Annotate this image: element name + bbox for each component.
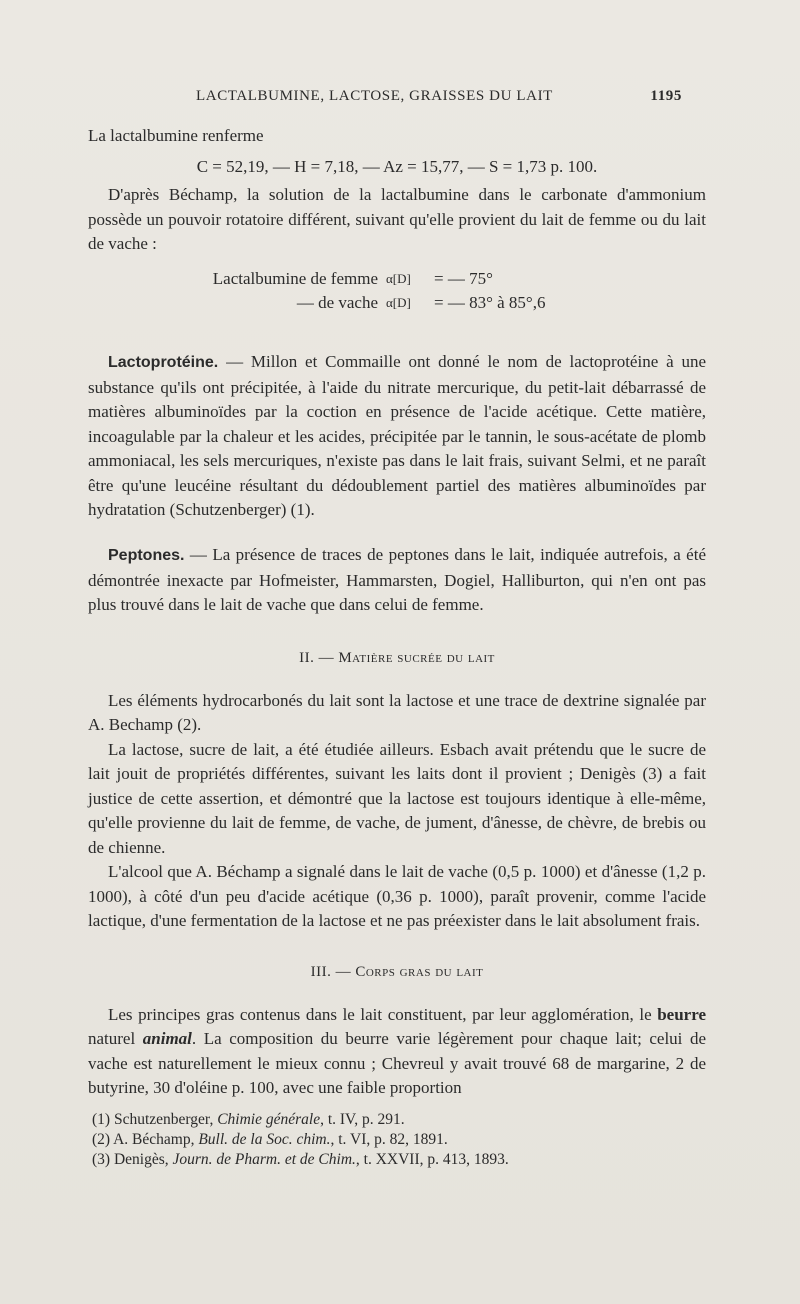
rotation-label: — de vache xyxy=(296,293,378,312)
footnote-ref: , t. VI, p. 82, 1891. xyxy=(330,1131,448,1148)
footnote-source: Chimie générale xyxy=(217,1111,321,1128)
section-2 xyxy=(88,646,706,934)
rotation-table xyxy=(198,267,618,316)
lactoproteine-text: — Millon et Commaille ont donné le nom de lactoprotéine à une substance qu'ils ont précipitée, à l'aide du nitrate mercurique, du petit-lait débarrassé de matières albuminoïdes par la coction en présence de l'acide acétique. Cette matière, incoagulable par la chaleur et les acides, précipitée par le tannin, le sous-acétate de plomb ammoniacal, les sels mercuriques, n'existe pas dans le lait frais, suivant Selmi, et ne paraît être qu'une leucéine résultant du dédoublement partiel des matières albuminoïdes par hydratation (Schutzenberger) (1). xyxy=(88,352,706,519)
lactoproteine-paragraph xyxy=(88,350,706,523)
rotation-value: = — 75° xyxy=(434,268,493,288)
lactalbumine-intro: La lactalbumine renferme xyxy=(88,126,264,145)
rotation-symbol: α[D] xyxy=(386,295,411,310)
footnote-author: (3) Denigès, xyxy=(92,1151,173,1168)
footnote-1 xyxy=(92,1110,712,1130)
footnote-ref: , t. IV, p. 291. xyxy=(320,1111,405,1128)
peptones-paragraph xyxy=(88,543,706,618)
footnote-source: Journ. de Pharm. et de Chim. xyxy=(172,1151,356,1168)
beurre-term: beurre xyxy=(657,1004,706,1024)
lactoproteine-block xyxy=(88,350,706,523)
section-3-text-a: Les principes gras contenus dans le lait constituent, par leur agglomération, le xyxy=(108,1004,658,1024)
footnote-author: (1) Schutzenberger, xyxy=(92,1111,218,1128)
section-3-title: III. — Corps gras du lait xyxy=(310,964,484,980)
footnote-source: Bull. de la Soc. chim. xyxy=(198,1131,331,1148)
peptones-text: — La présence de traces de peptones dans le lait, indiquée autrefois, a été démontrée inexacte par Hofmeister, Hammarsten, Dogiel, Halliburton, qui n'en ont pas plus trouvé dans le lait de vache que dans celui de femme. xyxy=(88,545,706,614)
section-3-text-c: . La composition du beurre varie légèrement pour chaque lait; celui de vache est naturellement le mieux connu ; Chevreul y avait trouvé 68 de margarine, 2 de butyrine, 30 d'oléine p. 100, avec une faible proportion xyxy=(88,1029,707,1097)
running-title: LACTALBUMINE, LACTOSE, GRAISSES DU LAIT xyxy=(196,88,553,104)
footnotes xyxy=(92,1110,712,1170)
section-3-text-b: naturel xyxy=(88,1029,143,1048)
footnote-3 xyxy=(92,1150,712,1170)
footnote-2 xyxy=(92,1130,712,1150)
lactalbumine-formula: C = 52,19, — H = 7,18, — Az = 15,77, — S = 1,73 p. 100. xyxy=(196,156,598,176)
section-2-title: II. — Matière sucrée du lait xyxy=(299,650,495,666)
section-3 xyxy=(88,960,706,1101)
rotation-symbol: α[D] xyxy=(386,270,411,286)
section-2-paragraph-1: Les éléments hydrocarbonés du lait sont la lactose et une trace de dextrine signalée par A. Bechamp (2). xyxy=(88,690,706,734)
rotation-value: = — 83° à 85°,6 xyxy=(434,293,546,312)
section-2-paragraph-3: L'alcool que A. Béchamp a signalé dans le lait de vache (0,5 p. 1000) et d'ânesse (1,2 p. 1000), à côté d'un peu d'acide acétique (0,36 p. 1000), paraît provenir, comme l'acide lactique, d'une fermentation de la lactose et ne pas préexister dans le lait absolument frais. xyxy=(88,862,706,930)
footnote-ref: , t. XXVII, p. 413, 1893. xyxy=(355,1151,509,1168)
rotation-label: Lactalbumine de femme xyxy=(212,268,378,288)
section-2-paragraph-2: La lactose, sucre de lait, a été étudiée ailleurs. Esbach avait prétendu que le sucre de lait jouit de propriétés différentes, suivant les laits dont il provient ; Denigès (3) a fait justice de cette assertion, et démontré que la lactose est toujours identique à elle-même, qu'elle provienne du lait de femme, de vache, de jument, d'ânesse, de chèvre, de brebis ou de chienne. xyxy=(88,739,706,857)
rotation-row xyxy=(198,291,618,316)
peptones-heading: Peptones. xyxy=(108,547,185,564)
peptones-block xyxy=(88,543,706,618)
footnote-author: (2) A. Béchamp, xyxy=(92,1131,199,1148)
lactalbumine-block xyxy=(88,124,706,316)
animal-term: animal xyxy=(142,1029,192,1048)
bechamp-paragraph: D'après Béchamp, la solution de la lactalbumine dans le carbonate d'ammonium possède un pouvoir rotatoire différent, suivant qu'elle provient du lait de femme ou du lait de vache : xyxy=(88,185,706,253)
section-3-paragraph-1 xyxy=(88,1003,706,1101)
page-number: 1195 xyxy=(650,88,682,104)
lactoproteine-heading: Lactoprotéine. xyxy=(108,354,219,371)
rotation-row xyxy=(198,267,618,292)
